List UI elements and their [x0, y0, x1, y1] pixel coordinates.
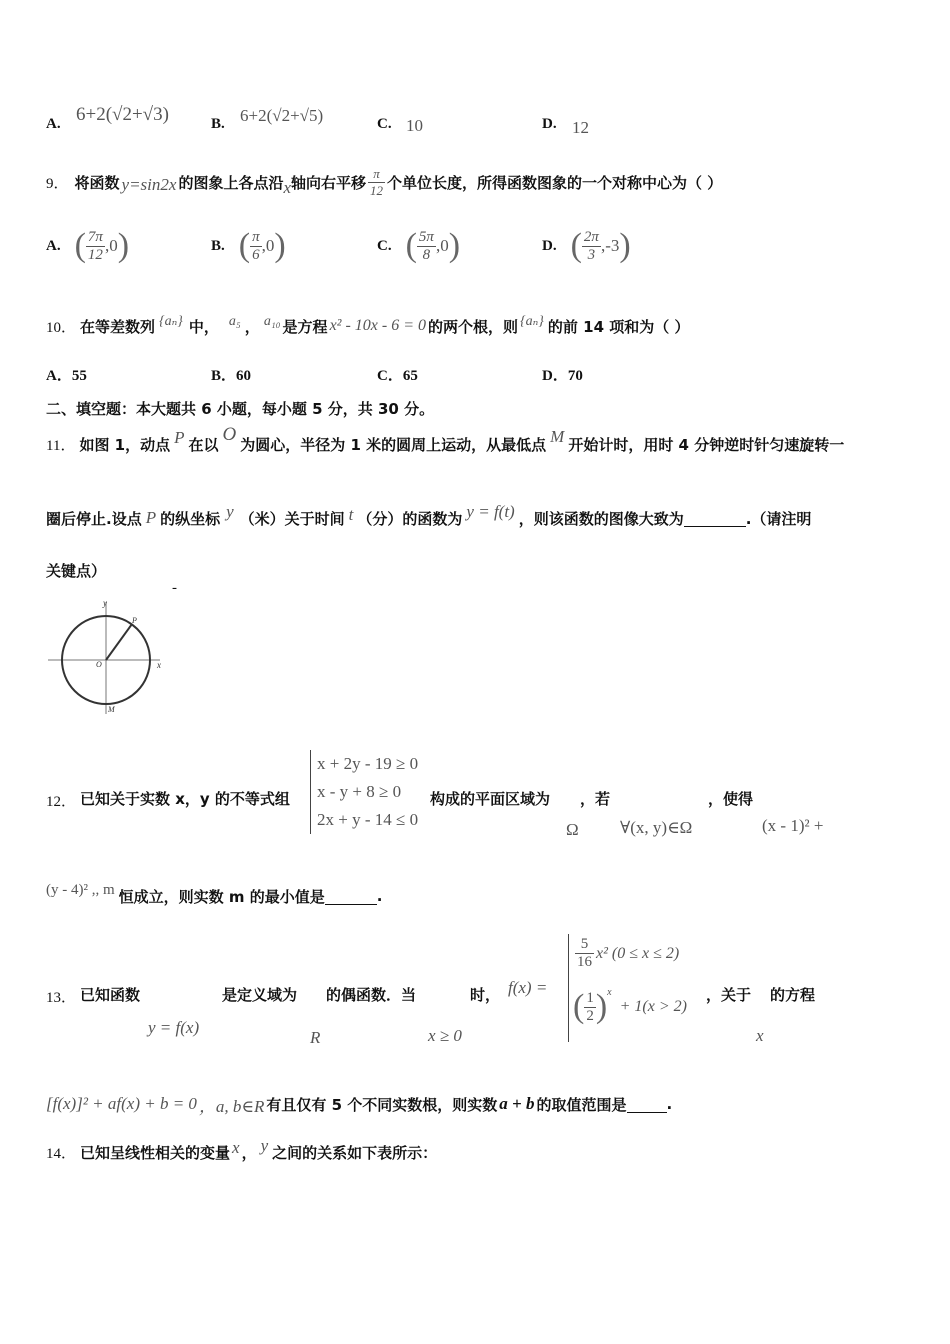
q9-option-d-fraction: $\frac{2\pi}{3}$ — [583, 228, 599, 263]
q13-fx-label: f(x) = — [508, 978, 548, 997]
q9-option-c-label: C. — [377, 237, 392, 254]
q9-option-d-label: D. — [542, 237, 557, 254]
q12-inequality-2: x - y + 8 ≥ 0 — [317, 782, 402, 801]
q8-option-a-expr: 6+2(√2+√3) — [76, 104, 169, 125]
q13-text: 的方程 — [770, 986, 816, 1004]
radius-op — [106, 624, 132, 660]
q9-option-a-label: A. — [46, 237, 61, 254]
q12-text: 恒成立，则实数 m 的最小值是 — [118, 887, 325, 906]
q10-text: 在等差数列 — [80, 317, 156, 336]
q9-number: 9． — [46, 175, 69, 192]
q9-option-a-rest: ,0 — [104, 236, 118, 255]
q13-case2-rest: + 1(x > 2) — [619, 998, 687, 1015]
q8-option-a-label: A. — [46, 116, 61, 132]
q11-dash: - — [172, 580, 177, 596]
q13-text: 已知函数 — [80, 986, 141, 1004]
q11-point-p: P — [145, 508, 157, 527]
q10-text: 是方程 — [282, 317, 328, 336]
q13-line-2 — [46, 1084, 672, 1124]
fig-label-y: y — [103, 598, 107, 608]
q13-text: 有且仅有 5 个不同实数根，则实数 — [266, 1095, 498, 1114]
q14-text: 之间的关系如下表所示： — [272, 1143, 438, 1162]
q10-option-d: D．70 — [542, 368, 583, 384]
q11-text: （分）的函数为 — [357, 509, 463, 528]
q9-text: 个单位长度，所得函数图象的一个对称中心为（ ） — [387, 173, 723, 192]
q11-text: （米）关于时间 — [239, 509, 345, 528]
q9-x-var: x — [283, 178, 291, 197]
q14-y-var: y — [260, 1136, 269, 1155]
q11-number: 11． — [46, 437, 76, 454]
q9-option-b-fraction: $\frac{\pi}{6}$ — [252, 228, 260, 263]
q11-function: y = f(t) — [466, 502, 515, 521]
q8-option-d-expr: 12 — [572, 118, 589, 137]
q14-x-var: x — [232, 1138, 240, 1157]
q11-text: 圈后停止.设点 — [46, 509, 142, 528]
fig-label-x: x — [157, 660, 161, 670]
fig-label-o: O — [96, 660, 102, 669]
q8-option-b-label: B. — [211, 116, 225, 132]
q13-case2-exponent: x — [607, 986, 612, 998]
section-heading: 二、填空题：本大题共 6 小题，每小题 5 分，共 30 分。 — [46, 400, 435, 418]
q11-text: ，则该函数的图像大致为 — [518, 509, 684, 528]
q12-text: ，若 — [580, 790, 611, 808]
q11-text: 的纵坐标 — [160, 509, 221, 528]
q13-piecewise — [568, 934, 719, 1042]
q14-text: 已知呈线性相关的变量 — [80, 1143, 231, 1162]
q9-option-d-rest: ,-3 — [600, 236, 620, 255]
fig-label-m: M — [108, 705, 115, 714]
q12-number: 12． — [46, 794, 77, 810]
q8-option-c-expr: 10 — [406, 116, 423, 135]
q9-option-d: D. ( $\frac{2\pi}{3}$ ,-3 ) — [542, 227, 631, 264]
q9-shift-fraction: $\frac{\pi}{12}$ — [370, 165, 384, 198]
q13-text: . — [666, 1095, 673, 1113]
q13-text: 的偶函数．当 — [326, 986, 417, 1004]
q13-answer-blank[interactable] — [627, 1096, 667, 1113]
q13-x-var: x — [756, 1026, 764, 1045]
q11-answer-blank[interactable] — [684, 510, 746, 527]
q14-text: ， — [241, 1143, 257, 1162]
question-9 — [46, 162, 722, 202]
q12-inequality-1: x + 2y - 19 ≥ 0 — [317, 754, 419, 773]
q12-answer-blank[interactable] — [325, 888, 377, 905]
q13-equation: [f(x)]² + af(x) + b = 0 — [46, 1094, 197, 1113]
q11-t-var: t — [348, 505, 354, 524]
q9-option-b-label: B. — [211, 237, 225, 254]
q11-text: .（请注明 — [745, 509, 812, 528]
q9-option-a: A. ( $\frac{7\pi}{12}$ ,0 ) — [46, 227, 130, 264]
q13-number: 13． — [46, 990, 77, 1006]
q12-text: . — [376, 887, 383, 905]
q13-case2-fraction: $\frac{1}{2}$ — [586, 989, 594, 1024]
q13-text: 是定义域为 — [222, 986, 298, 1004]
q13-x-nonnegative: x ≥ 0 — [428, 1026, 462, 1045]
q10-a5: a₅ — [228, 314, 241, 329]
q8-option-d-label: D. — [542, 116, 557, 132]
q8-option-b-expr: 6+2(√2+√5) — [240, 106, 324, 125]
q9-option-c: C. ( $\frac{5\pi}{8}$ ,0 ) — [377, 227, 461, 264]
q11-text: 关键点） — [46, 562, 107, 580]
q13-case1-fraction: $\frac{5}{16}$ — [577, 936, 592, 970]
q12-line-2 — [46, 876, 382, 916]
q10-equation: x² - 10x - 6 = 0 — [329, 317, 427, 334]
q8-option-c-label: C. — [377, 116, 392, 132]
q13-ab-real: ，a, b∈R — [198, 1096, 265, 1116]
q10-option-a: A．55 — [46, 368, 87, 384]
q12-expression-1: (x - 1)² + — [762, 816, 824, 835]
q9-option-c-rest: ,0 — [435, 236, 449, 255]
q10-sequence: {aₙ} — [159, 313, 183, 329]
q12-forall: ∀(x, y)∈Ω — [620, 818, 693, 837]
q14-number: 14． — [46, 1145, 77, 1162]
q13-case1-rest: x² (0 ≤ x ≤ 2) — [596, 944, 680, 962]
q11-line-2 — [46, 498, 811, 538]
q11-text: 开始计时，用时 4 分钟逆时针匀速旋转一 — [568, 435, 845, 454]
q9-option-b-rest: ,0 — [261, 236, 275, 255]
q9-option-b: B. ( $\frac{\pi}{6}$ ,0 ) — [211, 227, 286, 264]
question-10 — [46, 306, 689, 346]
q11-point-p: P — [174, 428, 185, 447]
q12-inequality-3: 2x + y - 14 ≤ 0 — [317, 810, 419, 829]
q9-text: 的图象上各点沿 — [178, 173, 284, 192]
q12-omega: Ω — [566, 820, 579, 839]
q13-text: 的取值范围是 — [536, 1095, 627, 1114]
q13-case-1 — [575, 936, 679, 971]
q9-text: 轴向右平移 — [291, 173, 367, 192]
q11-text: 在以 — [188, 435, 219, 454]
q12-text: 已知关于实数 x，y 的不等式组 — [80, 790, 290, 808]
q13-case-2: ( $\frac{1}{2}$ ) x + 1(x > 2) — [573, 986, 687, 1025]
q11-point-m: M — [550, 427, 565, 446]
q13-text: ，关于 — [706, 986, 752, 1004]
q11-y-var: y — [226, 502, 234, 521]
q13-function: y = f(x) — [148, 1018, 200, 1037]
q9-option-a-fraction: $\frac{7\pi}{12}$ — [87, 228, 103, 263]
q10-sequence: {aₙ} — [520, 313, 544, 329]
q10-number: 10． — [46, 319, 77, 336]
q9-text: 将函数 — [74, 173, 120, 192]
question-11 — [46, 424, 844, 464]
q9-function: y=sin2x — [121, 175, 177, 194]
question-14 — [46, 1134, 437, 1170]
q10-option-c: C．65 — [377, 368, 418, 384]
q13-domain-r: R — [310, 1028, 321, 1047]
q11-text: 为圆心，半径为 1 米的圆周上运动，从最低点 — [240, 435, 547, 454]
q10-text: 的两个根，则 — [428, 317, 519, 336]
q13-a-plus-b: a + b — [499, 1094, 535, 1113]
q9-option-c-fraction: $\frac{5\pi}{8}$ — [418, 228, 434, 263]
q10-a10: a₁₀ — [263, 314, 281, 329]
q12-text: ，使得 — [708, 790, 754, 808]
q11-text: 如图 1，动点 — [79, 435, 171, 454]
q10-option-b: B．60 — [211, 368, 252, 384]
q10-text: 中， — [188, 317, 219, 336]
q12-text: 构成的平面区域为 — [430, 790, 551, 808]
q10-text: ， — [244, 317, 260, 336]
q12-expression-2: (y - 4)² ,, m — [46, 881, 115, 898]
q10-text: 的前 14 项和为（ ） — [547, 317, 690, 336]
circle-figure — [40, 596, 180, 720]
q11-point-o: O — [222, 424, 237, 445]
q12-inequality-system — [310, 750, 418, 834]
q13-text: 时， — [470, 986, 501, 1004]
fig-label-p: P — [132, 616, 137, 625]
